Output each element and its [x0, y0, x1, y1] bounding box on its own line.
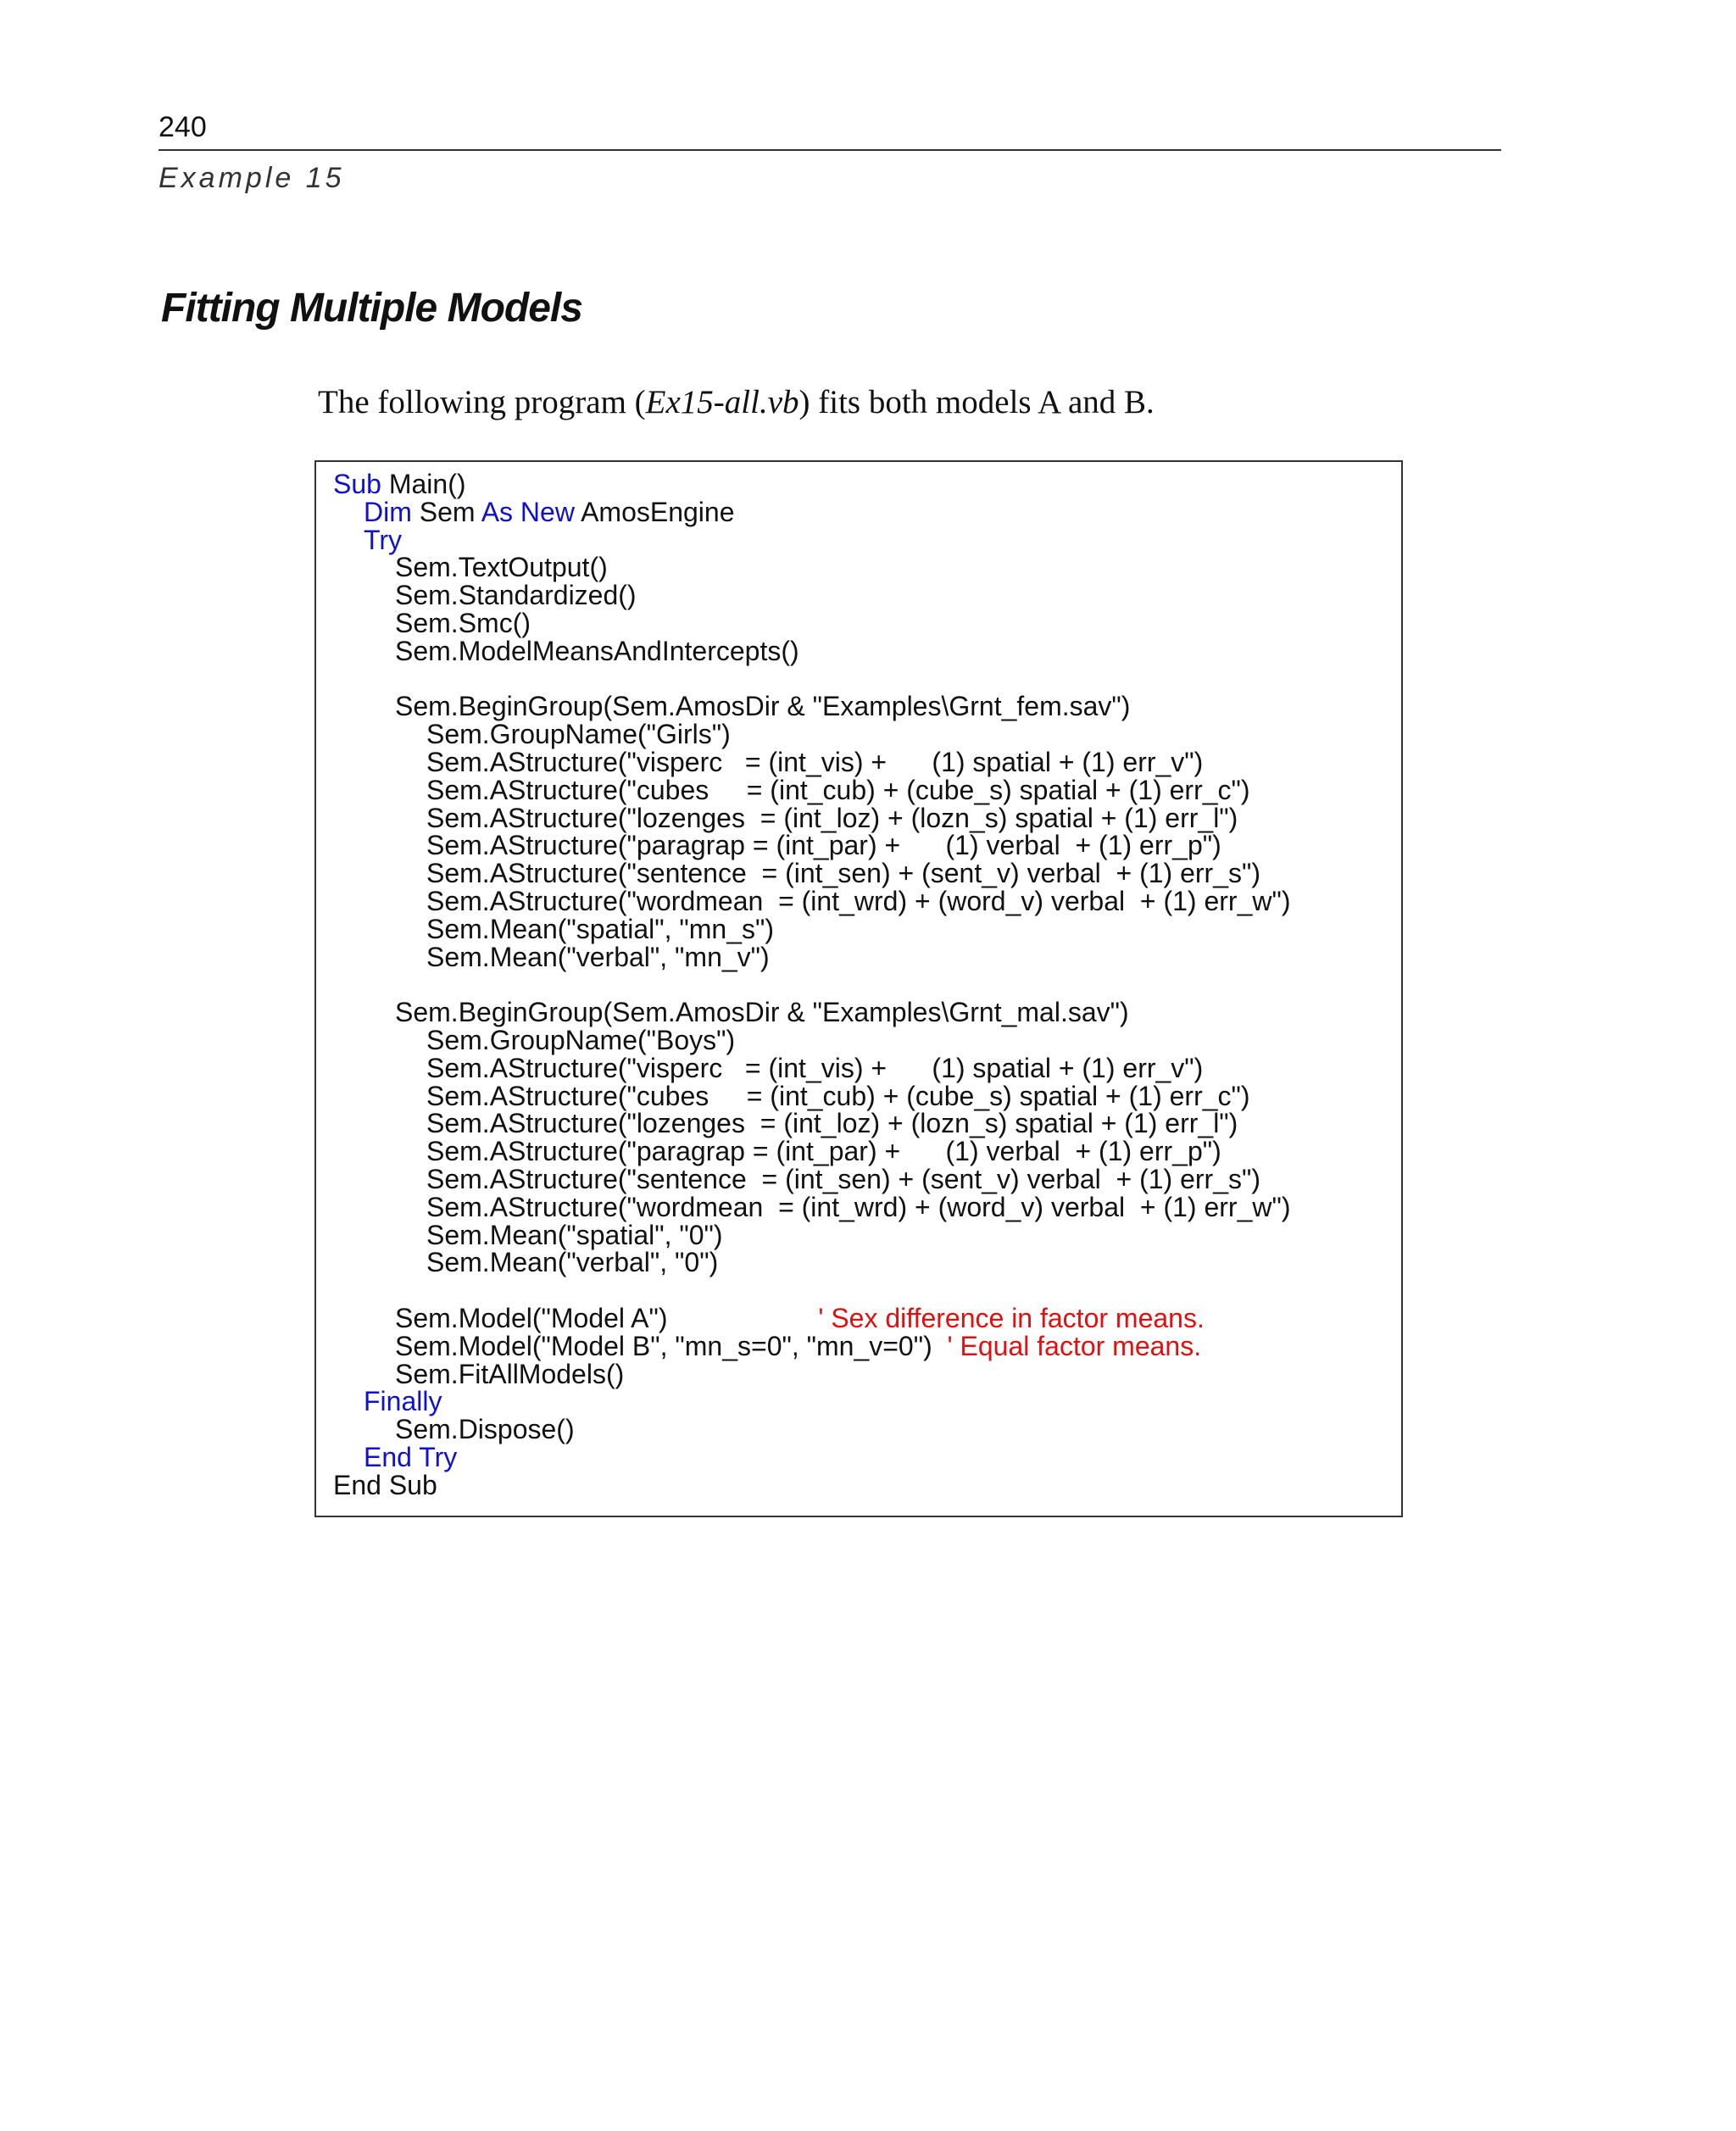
code-line: [333, 1302, 1290, 1333]
code-line: Sem.AStructure("lozenges = (int_loz) + (lozn_s) spatial + (1) err_l"): [426, 1108, 1238, 1139]
code-comment: ' Equal factor means.: [947, 1330, 1202, 1361]
code-line: Sem.AStructure("wordmean = (int_wrd) + (word_v) verbal + (1) err_w"): [426, 1191, 1291, 1222]
code-line: Sem.AStructure("sentence = (int_sen) + (sent_v) verbal + (1) err_s"): [426, 1163, 1260, 1194]
running-head: Example 15: [159, 162, 345, 194]
code-line: [333, 526, 1290, 554]
code-line: [333, 498, 1290, 526]
header-rule: [159, 149, 1501, 151]
code-line: Sem.Mean("spatial", "mn_s"): [426, 913, 775, 944]
code-line: Sem.AStructure("paragrap = (int_par) + (1) verbal + (1) err_p"): [426, 830, 1221, 861]
code-line: Sem.Dispose(): [395, 1414, 575, 1445]
code-comment: ' Sex difference in factor means.: [818, 1302, 1205, 1333]
code-text: Sem.Model("Model A"): [395, 1302, 819, 1333]
code-line: Sem.TextOutput(): [395, 552, 608, 583]
code-keyword: Try: [364, 524, 403, 555]
code-keyword: Finally: [364, 1386, 442, 1417]
code-listing-box: [314, 460, 1403, 1517]
code-keyword: End Try: [364, 1441, 458, 1472]
code-line: Sem.GroupName("Boys"): [426, 1024, 736, 1055]
code-line: [333, 470, 1290, 498]
code-line: [333, 1388, 1290, 1416]
code-blank-line: [333, 971, 1290, 999]
code-line: Sem.FitAllModels(): [395, 1358, 625, 1389]
code-keyword: Dim: [364, 496, 412, 527]
code-listing: [333, 470, 1290, 1499]
code-text: AmosEngine: [574, 496, 735, 527]
code-line: Sem.AStructure("lozenges = (int_loz) + (lozn_s) spatial + (1) err_l"): [426, 802, 1238, 833]
code-line: Sem.AStructure("sentence = (int_sen) + (sent_v) verbal + (1) err_s"): [426, 858, 1260, 889]
intro-text-before: The following program (: [318, 384, 646, 420]
code-line: Sem.Standardized(): [395, 580, 637, 611]
code-text: Main(): [381, 469, 466, 499]
code-line: [333, 1441, 1290, 1472]
code-line: [333, 1330, 1290, 1361]
intro-paragraph: [318, 381, 1155, 424]
code-line: Sem.BeginGroup(Sem.AmosDir & "Examples\Grnt_fem.sav"): [395, 691, 1131, 722]
code-line: Sem.Mean("verbal", "0"): [426, 1247, 719, 1278]
intro-filename: Ex15-all.vb: [645, 384, 799, 420]
code-line: Sem.Mean("spatial", "0"): [426, 1219, 723, 1250]
code-line: Sem.ModelMeansAndIntercepts(): [395, 635, 799, 666]
code-keyword: As New: [481, 496, 575, 527]
code-text: Sem: [411, 496, 481, 527]
code-text: Sem.Model("Model B", "mn_s=0", "mn_v=0"): [395, 1330, 948, 1361]
section-title: Fitting Multiple Models: [161, 286, 582, 331]
code-line: Sem.AStructure("wordmean = (int_wrd) + (word_v) verbal + (1) err_w"): [426, 885, 1291, 916]
code-line: Sem.Mean("verbal", "mn_v"): [426, 941, 770, 972]
page-number: 240: [159, 111, 207, 143]
code-line: Sem.GroupName("Girls"): [426, 719, 731, 750]
code-line: Sem.Smc(): [395, 607, 531, 638]
code-blank-line: [333, 665, 1290, 693]
code-line: Sem.AStructure("cubes = (int_cub) + (cube_s) spatial + (1) err_c"): [426, 774, 1250, 805]
code-line: Sem.AStructure("visperc = (int_vis) + (1) spatial + (1) err_v"): [426, 746, 1204, 777]
code-line: Sem.AStructure("visperc = (int_vis) + (1) spatial + (1) err_v"): [426, 1052, 1204, 1083]
code-line: Sem.AStructure("cubes = (int_cub) + (cube_s) spatial + (1) err_c"): [426, 1080, 1250, 1111]
code-blank-line: [333, 1277, 1290, 1305]
code-line: Sem.AStructure("paragrap = (int_par) + (1) verbal + (1) err_p"): [426, 1136, 1221, 1167]
code-keyword: Sub: [333, 469, 381, 499]
code-line: End Sub: [333, 1469, 437, 1500]
intro-text-after: ) fits both models A and B.: [798, 384, 1155, 420]
code-line: Sem.BeginGroup(Sem.AmosDir & "Examples\Grnt_mal.sav"): [395, 997, 1129, 1028]
